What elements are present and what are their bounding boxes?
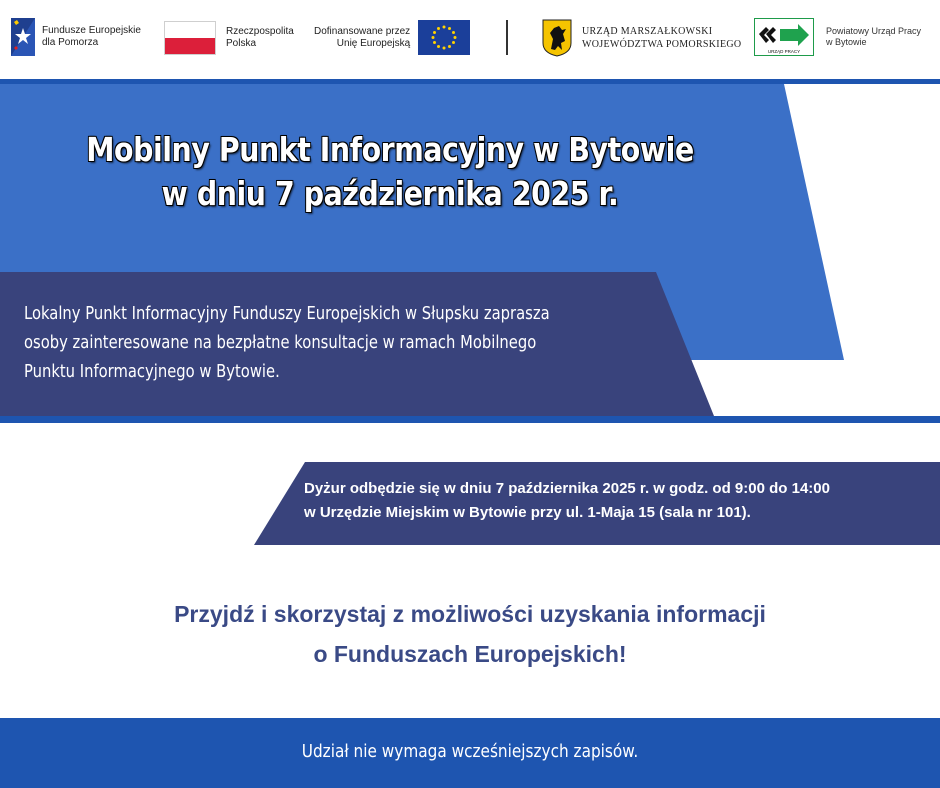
- title-line-1: Mobilny Punkt Informacyjny w Bytowie: [86, 130, 694, 169]
- duty-line-1: Dyżur odbędzie się w dniu 7 października 2025 r. w godz. od 9:00 do 14:00: [304, 480, 830, 497]
- intro-line-2: osoby zainteresowane na bezpłatne konsultacje w ramach Mobilnego: [24, 332, 537, 353]
- eu-flag-icon: [418, 20, 470, 55]
- pup-badge-text: URZĄD PRACY: [767, 49, 801, 54]
- fe-star-icon: [11, 18, 35, 56]
- cta-line-1: Przyjdź i skorzystaj z możliwości uzyskania informacji: [174, 601, 766, 627]
- um-logo-text: URZĄD MARSZAŁKOWSKI WOJEWÓDZTWA POMORSKIEGO: [582, 26, 742, 50]
- page-title: [80, 128, 699, 216]
- logo-bar: [0, 0, 940, 80]
- poland-flag-icon: [164, 21, 216, 55]
- intro-line-1: Lokalny Punkt Informacyjny Funduszy Europejskich w Słupsku zaprasza: [24, 303, 550, 324]
- duty-info: [304, 477, 940, 525]
- intro-line-3: Punktu Informacyjnego w Bytowie.: [24, 361, 280, 382]
- pup-arrow-icon: [754, 18, 814, 56]
- eu-logo-text: Dofinansowane przez Unię Europejską: [314, 25, 411, 49]
- footer-text: Udział nie wymaga wcześniejszych zapisów.: [301, 741, 639, 762]
- cta-line-2: o Funduszach Europejskich!: [313, 641, 627, 667]
- pup-logo-text: Powiatowy Urząd Pracy w Bytowie: [826, 26, 922, 47]
- duty-line-2: w Urzędzie Miejskim w Bytowie przy ul. 1-Maja 15 (sala nr 101).: [304, 504, 751, 521]
- mid-blue-line: [0, 416, 940, 423]
- intro-text: [24, 299, 565, 386]
- um-logo: [542, 19, 741, 57]
- griffin-crest-icon: [542, 19, 572, 57]
- fe-logo-text: Fundusze Europejskie dla Pomorza: [42, 25, 141, 48]
- pup-logo: [754, 18, 921, 56]
- top-blue-line: [0, 79, 940, 84]
- pl-logo-text: Rzeczpospolita Polska: [226, 26, 294, 49]
- title-line-2: w dniu 7 października 2025 r.: [161, 174, 619, 213]
- logo-separator: [506, 20, 508, 55]
- eu-logo: [314, 20, 470, 55]
- fe-logo: [11, 18, 141, 56]
- pl-logo: [164, 21, 294, 55]
- call-to-action: [0, 594, 940, 674]
